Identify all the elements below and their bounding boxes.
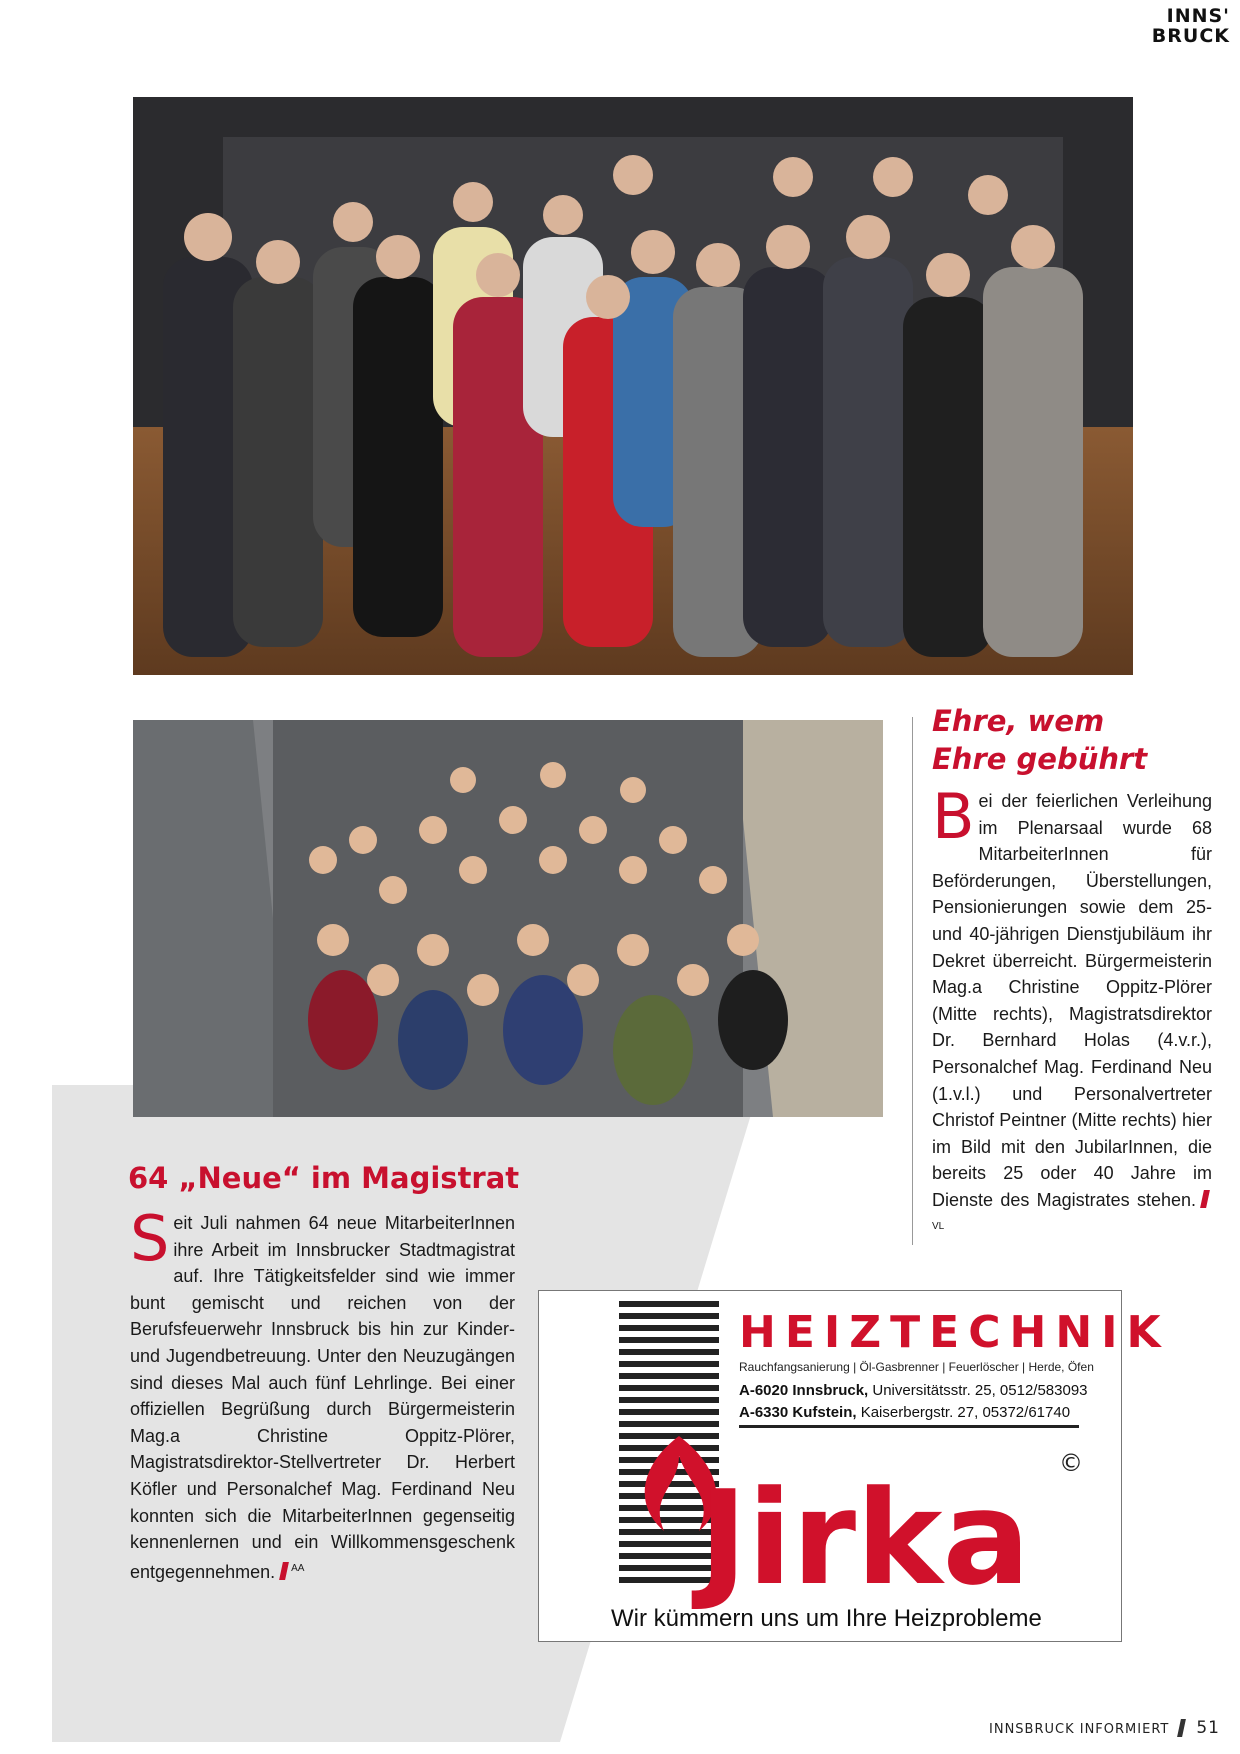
title-line-2: Ehre gebührt bbox=[932, 742, 1148, 776]
innsbruck-logo bbox=[1150, 6, 1230, 46]
article-right-title bbox=[932, 702, 1212, 778]
ad-brand: Jirka bbox=[699, 1462, 1031, 1614]
page-number: 51 bbox=[1196, 1718, 1220, 1738]
ad-services: Rauchfangsanierung | Öl-Gasbrenner | Feuerlöscher | Herde, Öfen bbox=[739, 1360, 1094, 1374]
end-mark bbox=[1200, 1190, 1210, 1208]
ad-address-innsbruck-rest: Universitätsstr. 25, 0512/583093 bbox=[868, 1382, 1088, 1399]
end-mark bbox=[279, 1562, 289, 1580]
ad-address-kufstein-rest: Kaiserbergstr. 27, 05372/61740 bbox=[856, 1404, 1071, 1421]
footer-slash bbox=[1177, 1719, 1186, 1737]
dropcap: B bbox=[932, 780, 975, 853]
article-left-body bbox=[130, 1202, 515, 1585]
ad-headline: HEIZTECHNIK bbox=[739, 1307, 1170, 1358]
jubilee-group-photo bbox=[133, 97, 1133, 675]
ad-address-kufstein-city: A-6330 Kufstein, bbox=[739, 1404, 857, 1421]
ad-address-innsbruck bbox=[739, 1382, 1088, 1399]
logo-line-1: INNS' bbox=[1166, 5, 1230, 27]
column-rule bbox=[912, 717, 913, 1245]
new-staff-group-photo bbox=[133, 720, 883, 1117]
ad-slogan: Wir kümmern uns um Ihre Heizprobleme bbox=[611, 1605, 1042, 1632]
page-footer bbox=[989, 1718, 1220, 1738]
author-initials: VL bbox=[932, 1220, 945, 1232]
ad-address-kufstein bbox=[739, 1404, 1070, 1421]
publication-name: INNSBRUCK INFORMIERT bbox=[989, 1722, 1170, 1737]
title-line-1: Ehre, wem bbox=[932, 704, 1105, 738]
heiztechnik-jirka-ad[interactable] bbox=[538, 1290, 1170, 1642]
ad-address-innsbruck-city: A-6020 Innsbruck, bbox=[739, 1382, 869, 1399]
author-initials: AA bbox=[291, 1562, 305, 1574]
dropcap: S bbox=[130, 1202, 170, 1275]
article-right-body bbox=[932, 780, 1212, 1243]
article-right-text: ei der feierlichen Verleihung im Plenarsaal wurde 68 MitarbeiterInnen für Beförderungen, Überstellungen, Pensionierungen sowie dem 25- und 40-jährigen Dienstjubiläum ihr Dekret überreicht. Bürgermeisterin Mag.a Christine Oppitz-Plörer (Mitte rechts), Magistratsdirektor Dr. Bernhard Holas (4.v.r.), Personalchef Mag. Ferdinand Neu (1.v.l.) und Personalvertreter Christof Peintner (Mitte rechts) hier im Bild mit den JubilarInnen, die bereits 25 oder 40 Jahre im Dienste des Magistrates stehen. bbox=[932, 791, 1212, 1210]
copyright-icon: © bbox=[1059, 1449, 1083, 1477]
article-left-text: eit Juli nahmen 64 neue MitarbeiterInnen ihre Arbeit im Innsbrucker Stadtmagistrat auf. Ihre Tätigkeitsfelder sind wie immer bunt gemischt und reichen von der Berufsfeuerwehr Innsbruck bis hin zur Kinder- und Jugendbetreuung. Unter den Neuzugängen sind dieses Mal auch fünf Lehrlinge. Bei einer offiziellen Begrüßung durch Bürgermeisterin Mag.a Christine Oppitz-Plörer, Magistratsdirektor-Stellvertreter Dr. Herbert Köfler und Personalchef Mag. Ferdinand Neu konnten sich die MitarbeiterInnen gegenseitig kennenlernen und ein Willkommensgeschenk entgegennehmen. bbox=[130, 1213, 515, 1582]
logo-line-2: BRUCK bbox=[1151, 25, 1230, 47]
article-left-title: 64 „Neue“ im Magistrat bbox=[128, 1161, 520, 1195]
